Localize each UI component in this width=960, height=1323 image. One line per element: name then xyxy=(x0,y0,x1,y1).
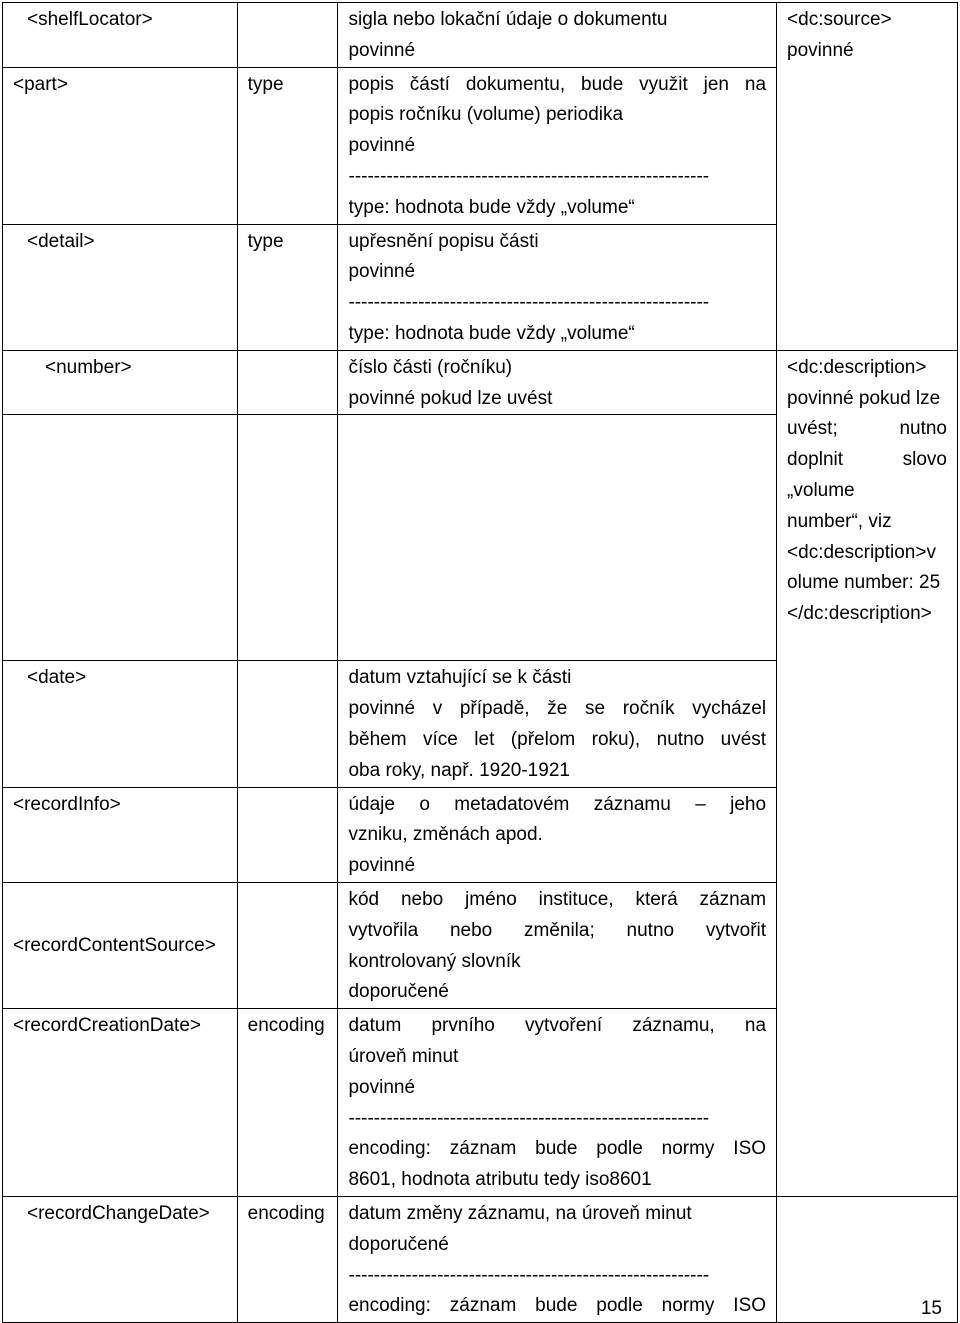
element-cell xyxy=(3,3,238,68)
separator-line: --------------------------------------------------------- xyxy=(348,1264,710,1286)
description-cell: údaje o metadatovém záznamu – jeho vzniku, změnách apod. povinné xyxy=(338,787,777,882)
element-cell xyxy=(3,224,238,350)
description-cell: číslo části (ročníku) povinné pokud lze uvést xyxy=(338,350,777,415)
attribute-cell xyxy=(237,350,338,415)
table-row-recordchangedate xyxy=(3,1196,958,1322)
dc-mapping-cell: <dc:description> povinné pokud lze uvést; nutno doplnit slovo „volume number“, viz <dc:description>v olume number: 25 </dc:description> xyxy=(777,350,958,1196)
element-name: <date> xyxy=(27,667,87,689)
description-cell: popis částí dokumentu, bude využit jen na popis ročníku (volume) periodika povinné --------------------------------------------------------- type: hodnota bude vždy „volume“ xyxy=(338,67,777,224)
element-cell xyxy=(3,882,238,1008)
element-name: <number> xyxy=(45,356,132,378)
element-name: <recordContentSource> xyxy=(13,935,216,957)
table-row-number xyxy=(3,350,958,415)
attribute-cell xyxy=(237,882,338,1008)
description-cell: datum změny záznamu, na úroveň minut doporučené --------------------------------------------------------- encoding: záznam bude podle normy ISO xyxy=(338,1196,777,1322)
attribute-cell xyxy=(237,224,338,350)
element-name: <recordCreationDate> xyxy=(13,1015,201,1037)
description-cell: datum prvního vytvoření záznamu, na úroveň minut povinné --------------------------------------------------------- encoding: záznam bude podle normy ISO 8601, hodnota atributu tedy iso8601 xyxy=(338,1009,777,1197)
element-name: <recordInfo> xyxy=(13,793,121,815)
element-name: <recordChangeDate> xyxy=(27,1202,210,1224)
description-cell: datum vztahující se k části povinné v případě, že se ročník vycházel během více let (přelom roku), nutno uvést oba roky, např. 1920-1921 xyxy=(338,661,777,787)
attribute-name: type xyxy=(247,230,284,252)
description-cell: kód nebo jméno instituce, která záznam vytvořila nebo změnila; nutno vytvořit kontrolovaný slovník doporučené xyxy=(338,882,777,1008)
separator-line: --------------------------------------------------------- xyxy=(348,1107,710,1129)
page-number: 15 xyxy=(920,1298,942,1319)
attribute-cell xyxy=(237,67,338,224)
attribute-name: type xyxy=(247,73,284,95)
element-name: <shelfLocator> xyxy=(27,9,153,30)
element-name: <detail> xyxy=(27,230,95,252)
element-cell xyxy=(3,787,238,882)
attribute-cell xyxy=(237,661,338,787)
description-cell: upřesnění popisu části povinné --------------------------------------------------------- type: hodnota bude vždy „volume“ xyxy=(338,224,777,350)
element-cell xyxy=(3,661,238,787)
description-cell: sigla nebo lokační údaje o dokumentu povinné xyxy=(338,3,777,68)
element-cell xyxy=(3,67,238,224)
separator-line: --------------------------------------------------------- xyxy=(348,165,710,187)
element-cell xyxy=(3,1009,238,1197)
attribute-cell xyxy=(237,3,338,68)
table-row-shelflocator xyxy=(3,3,958,68)
dc-mapping-cell: <dc:source> povinné xyxy=(777,3,958,351)
mods-mapping-table xyxy=(2,2,958,1323)
element-name: <part> xyxy=(13,73,68,95)
attribute-cell xyxy=(237,1196,338,1322)
element-cell xyxy=(3,350,238,415)
separator-line: --------------------------------------------------------- xyxy=(348,292,710,314)
attribute-cell xyxy=(237,1009,338,1197)
element-cell xyxy=(3,1196,238,1322)
attribute-name: encoding xyxy=(247,1015,325,1037)
attribute-cell xyxy=(237,787,338,882)
attribute-name: encoding xyxy=(247,1202,325,1224)
